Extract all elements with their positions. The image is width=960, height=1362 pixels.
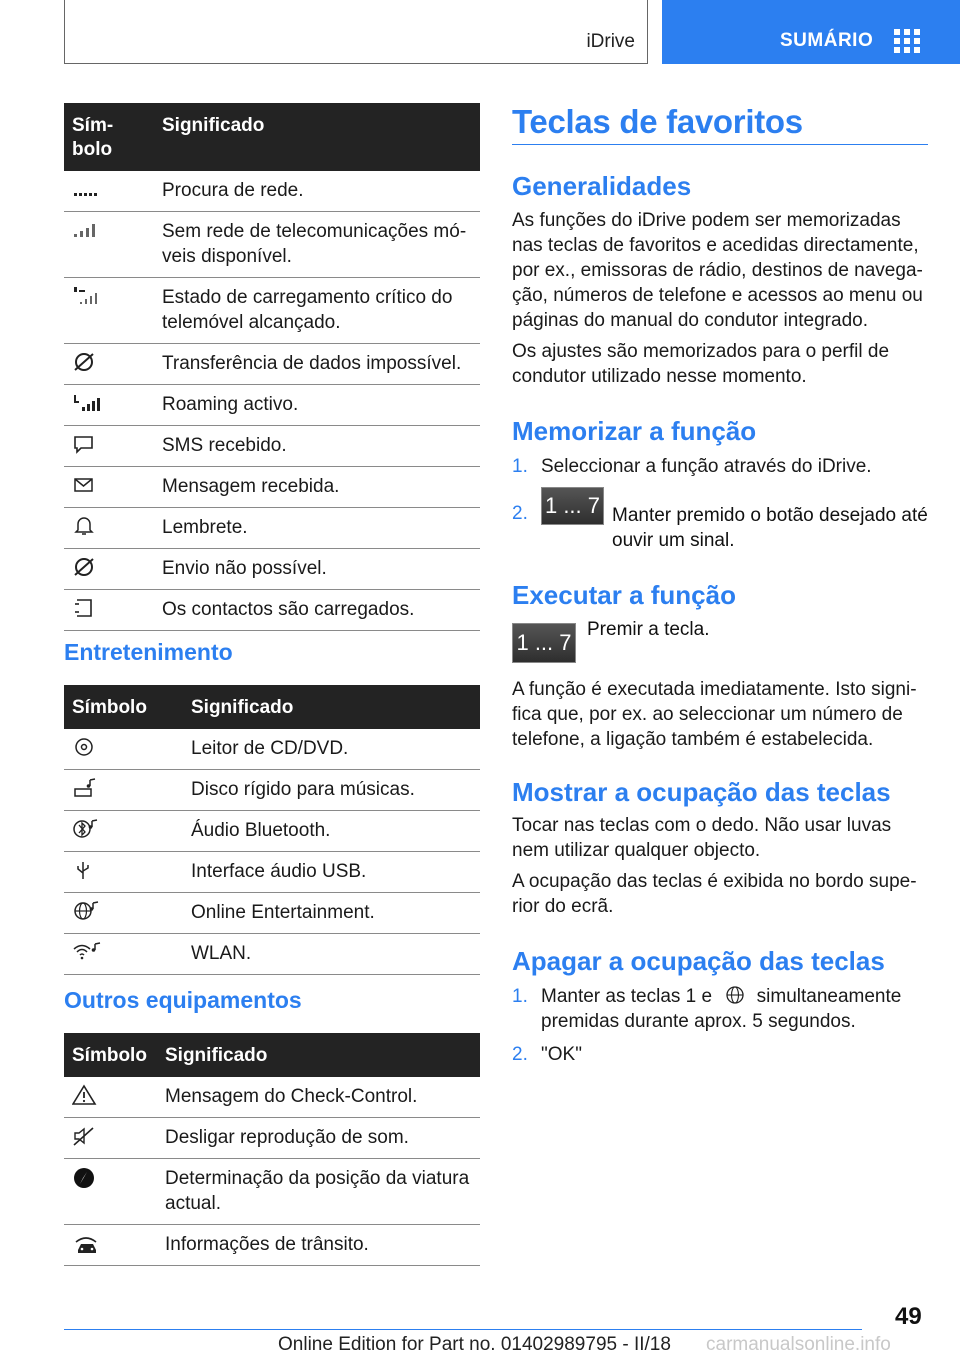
col-header-symbol: Símbolo [64,685,183,729]
section-entertainment-heading: Entretenimento [64,639,233,665]
favorite-key-image: 1 ... 7 [541,487,604,525]
step-text: Seleccionar a função através do iDrive. [541,456,872,477]
header-chapter-box [64,0,648,64]
no-data-icon [72,351,98,373]
row-text: SMS recebido. [154,426,480,467]
table-row [64,590,480,631]
col-header-symbol: Símbolo [64,1033,157,1077]
row-text: Transferência de dados impossível. [154,344,480,385]
table-entertainment [64,685,480,975]
wlan-icon [72,941,102,963]
table-row [64,467,480,508]
heading-delete-assignment: Apagar a ocupação das teclas [512,946,885,976]
page-number: 49 [895,1303,922,1330]
position-icon [72,1166,98,1190]
col-header-symbol: Sím- bolo [64,103,154,171]
execute-section [512,580,928,752]
summary-button-label: SUMÁRIO [780,30,874,51]
col-header-meaning: Significado [183,685,480,729]
row-text: Desligar reprodução de som. [157,1118,480,1159]
mute-icon [72,1125,98,1147]
table-row [64,171,480,212]
sms-icon [72,433,96,455]
paragraph: As funções do iDrive podem ser memorizadas nas teclas de favoritos e acedidas directamente, por ex., emissoras de rádio, destinos de navega-ção, números de telefone e acessos ao menu ou páginas do manual do condutor integrado. [512,210,923,331]
table-row [64,1118,480,1159]
step-number: 2. [512,503,528,524]
generalities-section [512,171,928,389]
step-number: 2. [512,1044,528,1065]
row-text: Estado de carregamento crítico do telemóvel alcançado. [154,278,480,344]
table-row [64,770,480,811]
section-other-heading: Outros equipamentos [64,987,302,1013]
step-number: 1. [512,456,528,477]
send-failed-icon [72,556,98,578]
usb-icon [72,859,96,881]
step-text: simultaneamente premidas durante aprox. 5 segundos. [541,986,902,1032]
row-text: Mensagem recebida. [154,467,480,508]
traffic-info-icon [72,1232,102,1256]
table-row [64,278,480,344]
heading-execute: Executar a função [512,580,736,610]
paragraph: A ocupação das teclas é exibida no bordo supe-rior do ecrã. [512,871,917,917]
step-text: Manter premido o botão desejado até ouvir um sinal. [612,505,928,551]
watermark: carmanualsonline.info [706,1334,891,1355]
row-text: Envio não possível. [154,549,480,590]
favorite-key-image: 1 ... 7 [512,623,576,663]
table-row [64,549,480,590]
battery-low-icon [72,285,100,307]
row-text: Disco rígido para músicas. [183,770,480,811]
list-item [512,454,928,479]
summary-button[interactable] [662,0,960,64]
online-entertainment-icon [72,900,100,922]
chapter-title: iDrive [586,31,635,52]
table-row [64,811,480,852]
table-row [64,344,480,385]
row-text: Roaming activo. [154,385,480,426]
table-row [64,1225,480,1266]
table-row [64,729,480,770]
col-header-meaning: Significado [157,1033,480,1077]
key-instruction-text: Premir a tecla. [587,619,710,640]
globe-icon [721,985,749,1005]
row-text: Mensagem do Check-Control. [157,1077,480,1118]
paragraph: Os ajustes são memorizados para o perfil de condutor utilizado nesse momento. [512,341,890,387]
table-row [64,934,480,975]
list-item [512,1042,928,1067]
mail-icon [72,474,96,496]
row-text: Online Entertainment. [183,893,480,934]
warning-icon [72,1084,98,1106]
row-text: Leitor de CD/DVD. [183,729,480,770]
row-text: Determinação da posição da viatura actual. [157,1159,480,1225]
bluetooth-audio-icon [72,818,100,840]
table-other-equipment [64,1033,480,1266]
harddisk-music-icon [72,777,100,799]
table-row [64,508,480,549]
edition-text: Online Edition for Part no. 01402989795 - II/18 [278,1334,671,1355]
list-item [512,984,928,1034]
table-status-symbols [64,103,480,631]
row-text: Áudio Bluetooth. [183,811,480,852]
dots-signal-icon [72,178,98,198]
row-text: Procura de rede. [154,171,480,212]
grid-menu-icon [894,29,921,53]
title-rule [512,144,928,145]
table-row [64,426,480,467]
row-text: WLAN. [183,934,480,975]
row-text: Lembrete. [154,508,480,549]
memorize-section [512,416,928,551]
row-text: Informações de trânsito. [157,1225,480,1266]
paragraph: A função é executada imediatamente. Isto signi-fica que, por ex. ao seleccionar um número de telefone, a ligação também é estabelecida. [512,679,917,750]
contacts-icon [72,597,98,619]
heading-memorize: Memorizar a função [512,416,757,446]
step-text: Manter as teclas 1 e [541,986,713,1007]
heading-generalities: Generalidades [512,171,692,201]
table-row [64,1159,480,1225]
cd-icon [72,736,98,758]
roaming-icon [72,392,102,414]
row-text: Interface áudio USB. [183,852,480,893]
show-section [512,777,928,919]
row-text: Os contactos são carregados. [154,590,480,631]
table-row [64,212,480,278]
no-signal-icon [72,219,100,239]
footer-rule [64,1329,862,1330]
table-row [64,1077,480,1118]
table-row [64,385,480,426]
delete-section [512,946,928,1067]
step-text: "OK" [541,1044,582,1065]
key-instruction [512,619,928,675]
table-row [64,893,480,934]
heading-show-assignment: Mostrar a ocupação das teclas [512,777,891,807]
paragraph: Tocar nas teclas com o dedo. Não usar luvas nem utilizar qualquer objecto. [512,815,892,861]
row-text: Sem rede de telecomunicações mó-veis disponível. [154,212,480,278]
col-header-meaning: Significado [154,103,480,171]
list-item [512,487,928,551]
bell-icon [72,515,96,537]
step-number: 1. [512,986,528,1007]
table-row [64,852,480,893]
page-title: Teclas de favoritos [512,103,803,140]
